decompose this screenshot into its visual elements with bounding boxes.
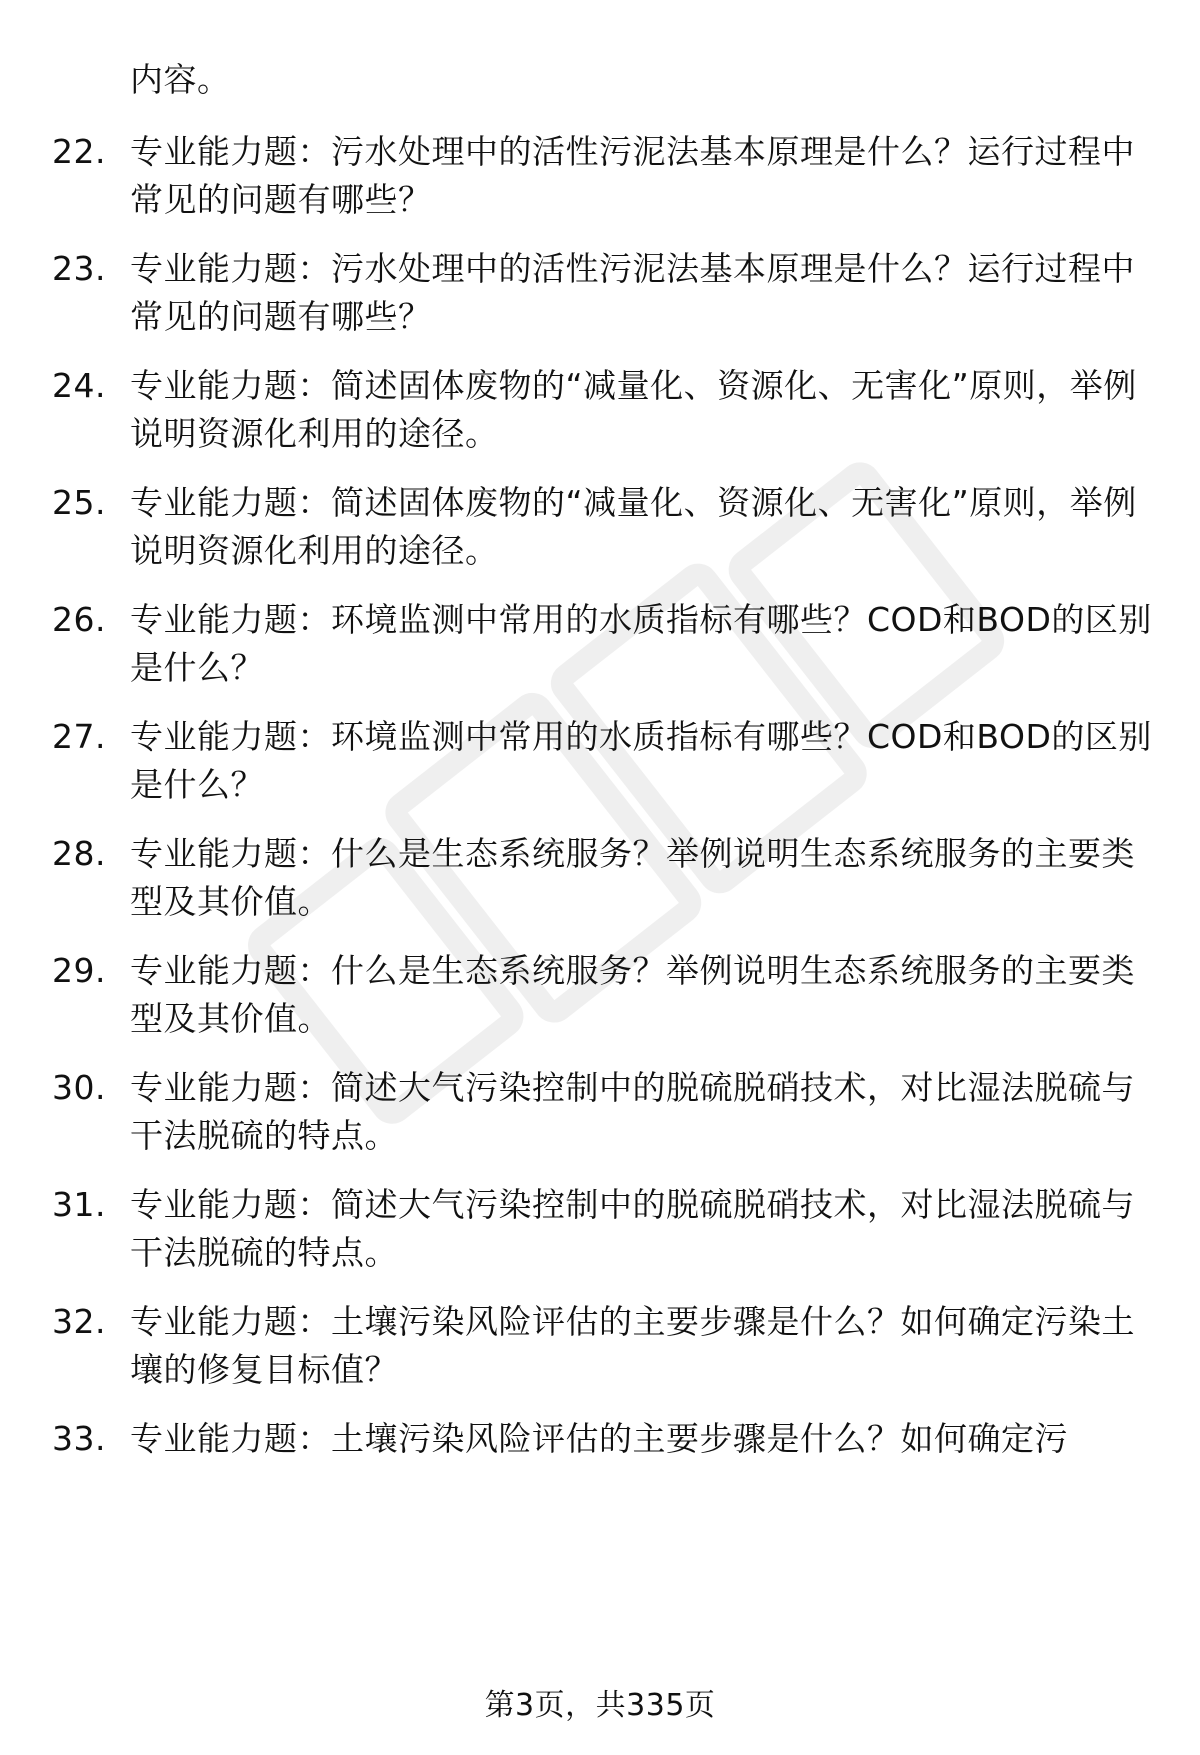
question-number: 26. <box>52 600 106 639</box>
question-number: 25. <box>52 483 106 522</box>
question-text: 专业能力题：污水处理中的活性污泥法基本原理是什么？运行过程中常见的问题有哪些？ <box>130 132 1135 219</box>
question-text: 专业能力题：简述大气污染控制中的脱硫脱硝技术，对比湿法脱硫与干法脱硫的特点。 <box>130 1068 1135 1155</box>
question-number: 32. <box>52 1302 106 1341</box>
question-text: 专业能力题：什么是生态系统服务？举例说明生态系统服务的主要类型及其价值。 <box>130 834 1135 921</box>
question-text: 专业能力题：土壤污染风险评估的主要步骤是什么？如何确定污染土壤的修复目标值？ <box>130 1302 1135 1389</box>
question-item <box>0 947 1200 1043</box>
question-item <box>0 713 1200 809</box>
question-text: 专业能力题：污水处理中的活性污泥法基本原理是什么？运行过程中常见的问题有哪些？ <box>130 249 1135 336</box>
question-number: 28. <box>52 834 106 873</box>
question-number: 29. <box>52 951 106 990</box>
question-text: 专业能力题：什么是生态系统服务？举例说明生态系统服务的主要类型及其价值。 <box>130 951 1135 1038</box>
question-item <box>0 245 1200 341</box>
question-text: 专业能力题：环境监测中常用的水质指标有哪些？COD和BOD的区别是什么？ <box>130 600 1152 687</box>
question-number: 31. <box>52 1185 106 1224</box>
question-item <box>0 362 1200 458</box>
question-item <box>0 596 1200 692</box>
question-number: 33. <box>52 1419 106 1458</box>
question-number: 24. <box>52 366 106 405</box>
question-text: 专业能力题：土壤污染风险评估的主要步骤是什么？如何确定污 <box>130 1419 1068 1458</box>
question-item <box>0 1298 1200 1394</box>
question-item <box>0 128 1200 224</box>
question-number: 22. <box>52 132 106 171</box>
question-text: 专业能力题：简述固体废物的“减量化、资源化、无害化”原则，举例说明资源化利用的途径。 <box>130 366 1137 453</box>
question-item <box>0 1415 1200 1511</box>
question-text: 专业能力题：简述大气污染控制中的脱硫脱硝技术，对比湿法脱硫与干法脱硫的特点。 <box>130 1185 1135 1272</box>
question-number: 27. <box>52 717 106 756</box>
question-item <box>0 1064 1200 1160</box>
page-footer: 第3页，共335页 <box>484 1688 716 1723</box>
question-item <box>0 1181 1200 1277</box>
question-item <box>0 830 1200 926</box>
question-text: 专业能力题：简述固体废物的“减量化、资源化、无害化”原则，举例说明资源化利用的途径。 <box>130 483 1137 570</box>
question-item <box>0 479 1200 575</box>
continuation-text: 内容。 <box>130 60 231 99</box>
question-text: 专业能力题：环境监测中常用的水质指标有哪些？COD和BOD的区别是什么？ <box>130 717 1152 804</box>
question-number: 23. <box>52 249 106 288</box>
question-number: 30. <box>52 1068 106 1107</box>
